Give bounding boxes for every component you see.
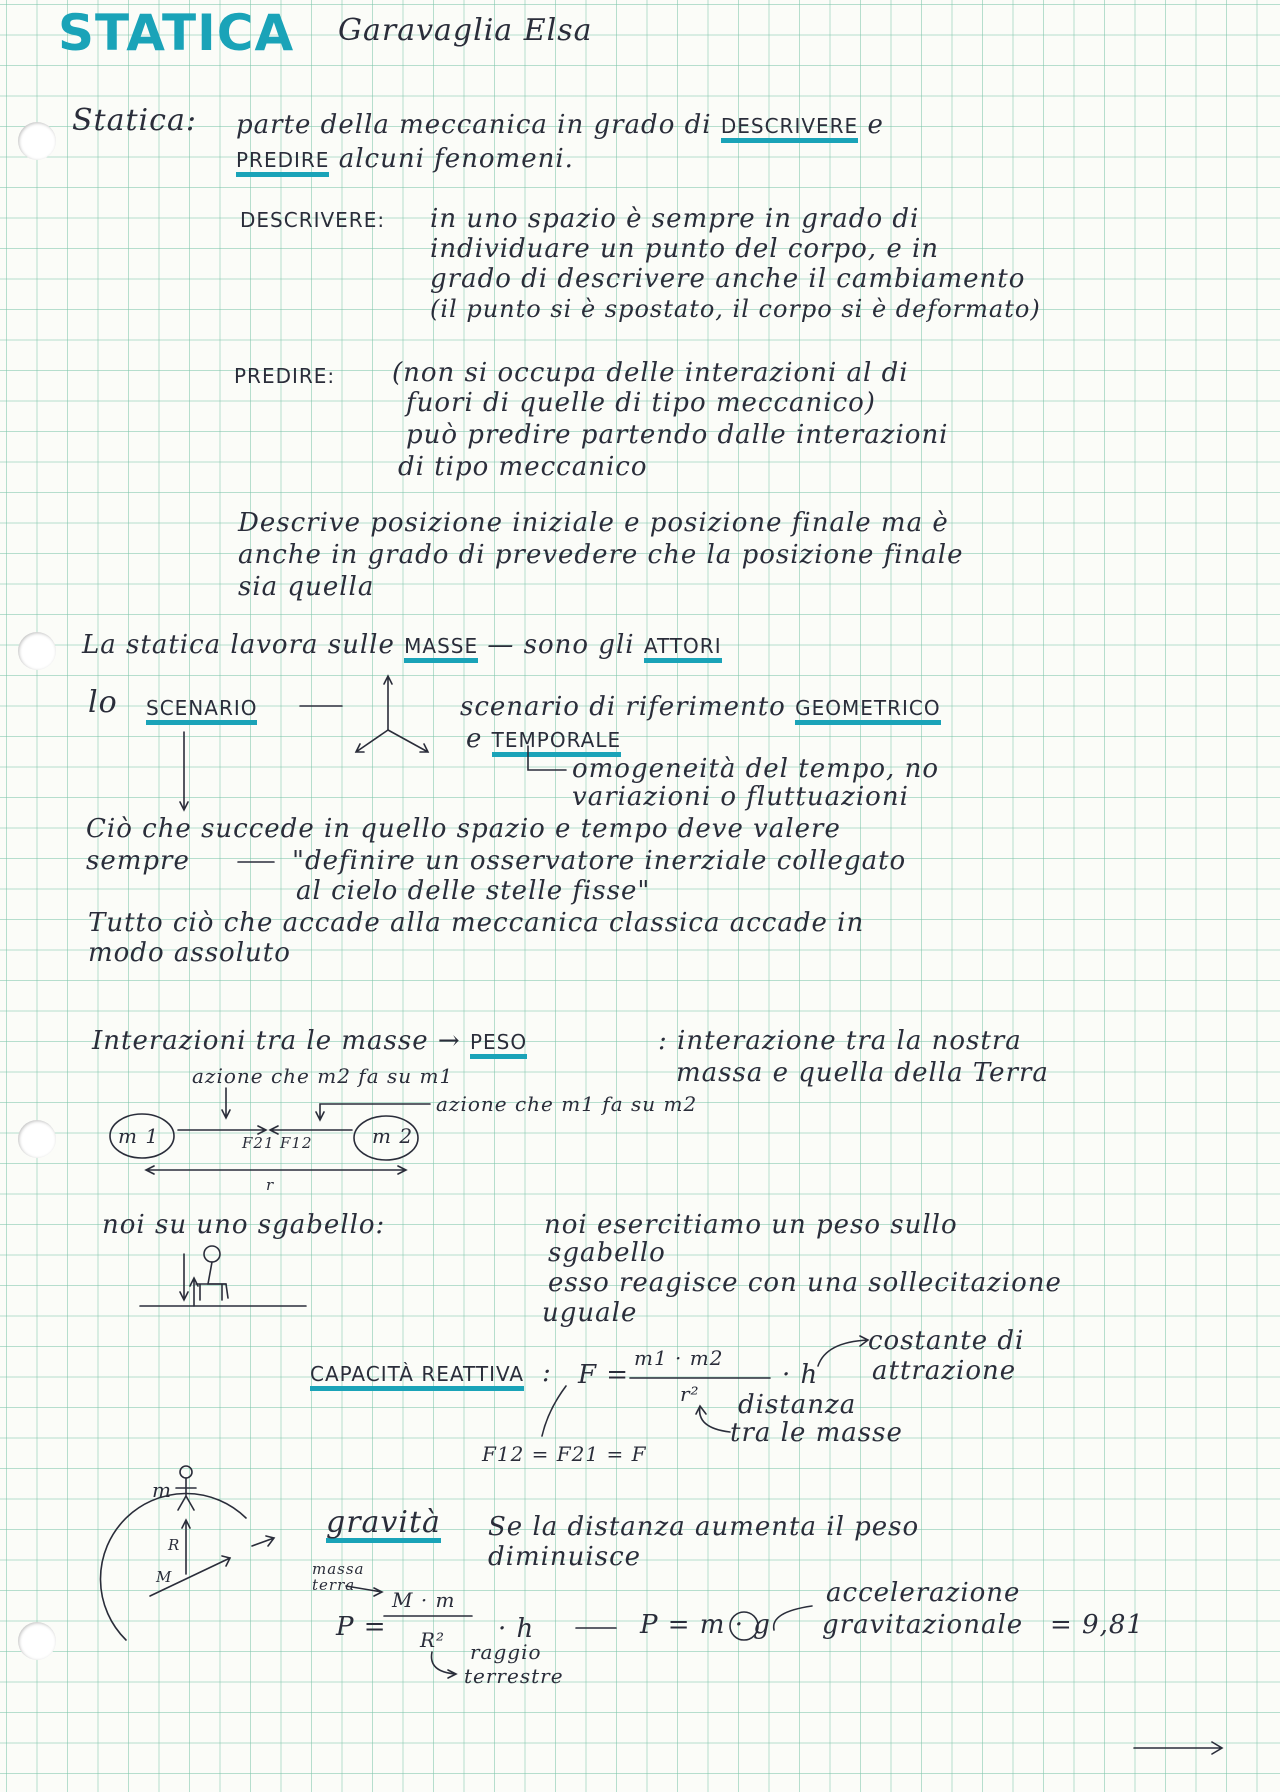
accelerazione-label: accelerazione [826, 1578, 1021, 1608]
omogeneita-line: variazioni o fluttuazioni [572, 782, 909, 812]
force-equality: F12 = F21 = F [482, 1442, 647, 1466]
scenario-conjunction: e [466, 724, 483, 754]
accel-pointer [774, 1606, 812, 1630]
formula-p-h: · h [498, 1614, 535, 1644]
capacita-reattiva-label: CAPACITÀ REATTIVA [310, 1362, 524, 1391]
mass-m1-label: m 1 [118, 1124, 160, 1148]
raggio-pointer [432, 1652, 457, 1678]
summary-line: anche in grado di prevedere che la posizione finale [238, 540, 964, 570]
descrivere-line: in uno spazio è sempre in grado di [430, 204, 920, 234]
formula-p-numerator: M · m [392, 1588, 456, 1612]
interazioni-text: Interazioni tra le masse [92, 1026, 429, 1056]
predire-line: fuori di quelle di tipo meccanico) [406, 388, 876, 418]
statica-label: Statica: [72, 103, 197, 138]
mass-m1-circle [110, 1114, 174, 1158]
sempre-line: Ciò che succede in quello spazio e tempo deve valere [86, 814, 841, 844]
formula-p-denominator: R² [420, 1628, 446, 1652]
predire-line: può predire partendo dalle interazioni [406, 420, 949, 450]
sgabello-line: sgabello [548, 1238, 666, 1268]
formula-p-mg: P = m · g [640, 1610, 771, 1640]
masse-text: La statica lavora sulle [82, 630, 395, 660]
keyword-masse: MASSE [404, 634, 478, 663]
stool-person-icon [140, 1246, 306, 1306]
force-f12-label: F12 [280, 1134, 313, 1152]
summary-line: sia quella [238, 572, 375, 602]
keyword-gravita: gravità [326, 1508, 441, 1543]
descrivere-line: individuare un punto del corpo, e in [430, 234, 940, 264]
raggio-label: terrestre [464, 1664, 564, 1688]
descrivere-line: grado di descrivere anche il cambiamento [430, 264, 1026, 294]
radius-R-label: R [168, 1536, 181, 1554]
mass-m2-circle [354, 1116, 418, 1160]
next-page-arrow [1134, 1742, 1222, 1754]
predire-line: (non si occupa delle interazioni al di [392, 358, 909, 388]
sgabello-line: noi esercitiamo un peso sullo [544, 1210, 958, 1240]
keyword-predire: PREDIRE [236, 148, 329, 177]
distance-r-line [146, 1166, 406, 1174]
costante-label: costante di [868, 1326, 1025, 1356]
sgabello-line: uguale [542, 1298, 638, 1328]
sempre-line: Tutto ciò che accade alla meccanica classica accade in [88, 908, 865, 938]
person-m-label: m [152, 1478, 172, 1502]
intro-text: parte della meccanica in grado di [236, 110, 712, 140]
formula-h: · h [782, 1360, 819, 1390]
force-f21-label: F21 [242, 1134, 275, 1152]
sempre-line-2b: "definire un osservatore inerziale collegato [292, 846, 907, 876]
scenario-desc: scenario di riferimento [460, 692, 786, 722]
keyword-geometrico: GEOMETRICO [795, 696, 941, 725]
interazioni-line: Interazioni tra le masse → PESO [92, 1026, 527, 1056]
page-title: STATICA [58, 4, 295, 62]
azione-12-label: azione che m1 fa su m2 [436, 1092, 698, 1116]
capacita-colon: : [542, 1358, 552, 1388]
distance-r-label: r [266, 1176, 275, 1194]
intro-text: alcuni fenomeni. [338, 144, 574, 174]
masse-line: La statica lavora sulle MASSE — sono gli ATTORI [82, 630, 722, 660]
masse-text: sono gli [523, 630, 635, 660]
massa-terra-label: massa [312, 1560, 365, 1578]
predire-line: di tipo meccanico [398, 452, 648, 482]
massa-terra-label: terra [312, 1576, 356, 1594]
mass-m2-label: m 2 [372, 1124, 414, 1148]
raggio-label: raggio [470, 1640, 542, 1664]
formula-p-lhs: P = [336, 1612, 387, 1642]
scenario-lo: lo [88, 685, 118, 720]
accelerazione-label: gravitazionale [822, 1610, 1024, 1640]
distanza-label: tra le masse [730, 1418, 903, 1448]
scenario-down-arrow [180, 732, 188, 810]
distanza-pointer [696, 1406, 730, 1432]
interazioni-desc: massa e quella della Terra [676, 1058, 1049, 1088]
force-f12-arrow [270, 1126, 352, 1134]
formula-f-lhs: F = [578, 1360, 630, 1390]
earth-diagram [100, 1466, 274, 1640]
keyword-scenario: SCENARIO [146, 696, 257, 725]
formula-numerator: m1 · m2 [634, 1346, 724, 1370]
equality-pointer [542, 1386, 566, 1436]
costante-pointer [818, 1336, 868, 1366]
distanza-label: distanza [738, 1390, 857, 1420]
sempre-line: modo assoluto [88, 938, 291, 968]
sempre-line-2a: sempre [86, 846, 190, 876]
sgabello-line: esso reagisce con una sollecitazione [548, 1268, 1062, 1298]
omogeneita-line: omogeneità del tempo, no [572, 754, 939, 784]
predire-label: PREDIRE: [234, 364, 336, 388]
gravity-value: = 9,81 [1050, 1610, 1144, 1640]
keyword-peso: PESO [470, 1030, 527, 1059]
descrivere-label: DESCRIVERE: [240, 208, 386, 232]
keyword-temporale: TEMPORALE [492, 728, 621, 757]
sempre-line: al cielo delle stelle fisse" [296, 876, 651, 906]
gravita-desc: Se la distanza aumenta il peso [488, 1512, 920, 1542]
gravita-desc: diminuisce [488, 1542, 642, 1572]
earth-mass-M-label: M [156, 1568, 173, 1586]
massa-pointer [346, 1586, 382, 1596]
keyword-attori: ATTORI [644, 634, 722, 663]
azione-21-pointer [222, 1088, 230, 1118]
author-name: Garavaglia Elsa [338, 13, 593, 48]
axes-icon [356, 676, 428, 752]
interazioni-desc: : interazione tra la nostra [658, 1026, 1022, 1056]
force-f21-arrow [178, 1126, 266, 1134]
azione-21-label: azione che m2 fa su m1 [192, 1064, 454, 1088]
costante-label: attrazione [872, 1356, 1017, 1386]
sgabello-label: noi su uno sgabello: [102, 1210, 386, 1240]
keyword-descrivere: DESCRIVERE [721, 114, 858, 143]
g-circle [730, 1612, 758, 1640]
intro-conjunction: e [867, 110, 884, 140]
summary-line: Descrive posizione iniziale e posizione finale ma è [238, 508, 949, 538]
temporale-bracket [528, 746, 566, 770]
descrivere-line: (il punto si è spostato, il corpo si è deformato) [430, 295, 1041, 323]
formula-denominator: r² [680, 1382, 700, 1406]
